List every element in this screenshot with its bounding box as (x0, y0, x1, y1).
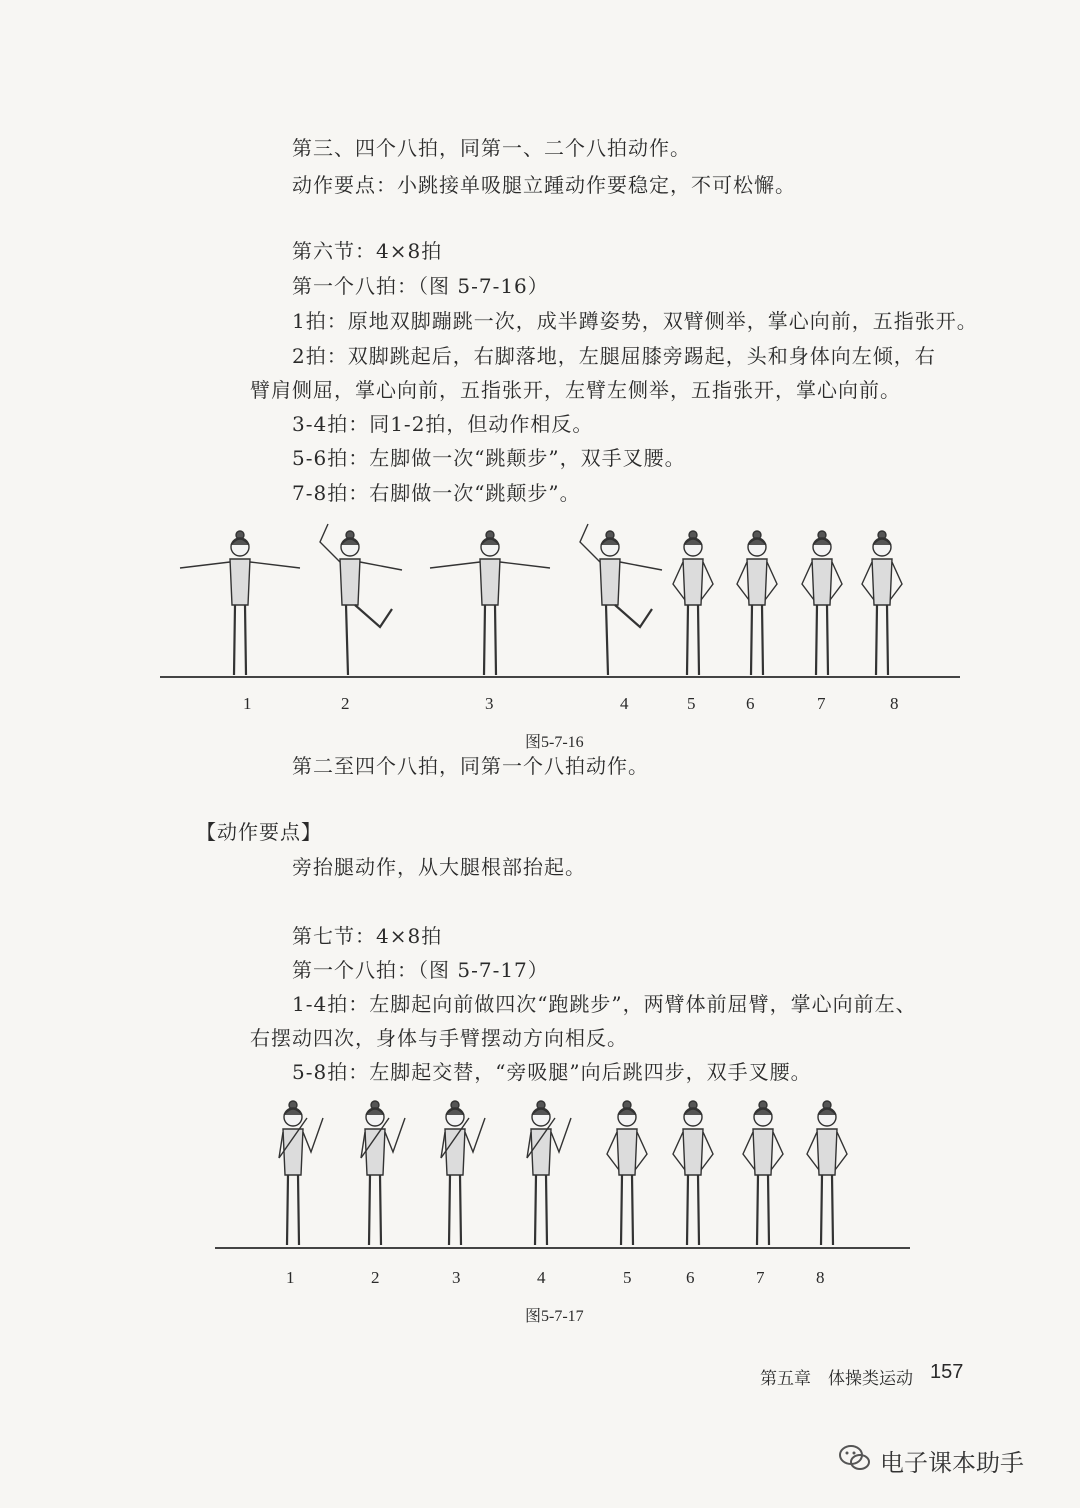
text-line: 1拍：原地双脚蹦跳一次，成半蹲姿势，双臂侧举，掌心向前，五指张开。 (292, 309, 978, 333)
gymnast-figure (743, 1101, 783, 1245)
figure-caption: 图5-7-17 (525, 1308, 584, 1325)
figure-number: 2 (371, 1268, 380, 1287)
gymnast-figure (527, 1101, 571, 1245)
figure-number: 3 (452, 1268, 461, 1287)
figure-number: 5 (687, 694, 696, 713)
text-line: 2拍：双脚跳起后，右脚落地，左腿屈膝旁踢起，头和身体向左倾，右 (292, 344, 936, 368)
figure-number: 4 (537, 1268, 546, 1287)
text-line: 5-6拍：左脚做一次“跳颠步”，双手叉腰。 (292, 446, 686, 470)
text-line: 臂肩侧屈，掌心向前，五指张开，左臂左侧举，五指张开，掌心向前。 (250, 378, 901, 402)
gymnast-figure (430, 531, 550, 675)
figure-5-7-17 (215, 1095, 910, 1255)
section-title: 第六节：4×8拍 (292, 239, 443, 263)
text-line: 第一个八拍：（图 5-7-16） (292, 274, 549, 298)
gymnast-figure (807, 1101, 847, 1245)
page-number: 157 (930, 1361, 964, 1383)
figure-number: 3 (485, 694, 494, 713)
gymnast-figure (673, 531, 713, 675)
text-line: 7-8拍：右脚做一次“跳颠步”。 (292, 481, 581, 505)
text-line: 5-8拍：左脚起交替，“旁吸腿”向后跳四步，双手叉腰。 (292, 1060, 812, 1084)
figure-number: 7 (756, 1268, 765, 1287)
gymnast-figure (180, 531, 300, 675)
gymnast-figure (279, 1101, 323, 1245)
figure-number: 4 (620, 694, 629, 713)
text-line: 旁抬腿动作，从大腿根部抬起。 (292, 855, 586, 879)
figure-number: 8 (890, 694, 899, 713)
gymnast-figure (607, 1101, 647, 1245)
text-line: 第二至四个八拍，同第一个八拍动作。 (292, 754, 649, 778)
figure-caption: 图5-7-16 (525, 734, 584, 751)
figure-number: 7 (817, 694, 826, 713)
figure-5-7-16 (160, 515, 960, 685)
text-line: 第一个八拍：（图 5-7-17） (292, 958, 549, 982)
gymnast-figure (673, 1101, 713, 1245)
figure-number: 1 (286, 1268, 295, 1287)
figure-number: 2 (341, 694, 350, 713)
figure-number: 5 (623, 1268, 632, 1287)
text-line: 第三、四个八拍，同第一、二个八拍动作。 (292, 136, 691, 160)
gymnast-figure (361, 1101, 405, 1245)
gymnast-figure (441, 1101, 485, 1245)
gymnast-figure (737, 531, 777, 675)
text-line: 动作要点：小跳接单吸腿立踵动作要稳定，不可松懈。 (292, 173, 796, 197)
gymnast-figure (580, 524, 662, 675)
watermark-text: 电子课本助手 (880, 1449, 1024, 1477)
gymnast-figure (320, 524, 402, 675)
gymnast-figure (802, 531, 842, 675)
gymnast-figure (862, 531, 902, 675)
wechat-icon (838, 1443, 872, 1473)
figure-number: 6 (746, 694, 755, 713)
figure-number: 8 (816, 1268, 825, 1287)
text-line: 右摆动四次，身体与手臂摆动方向相反。 (250, 1026, 628, 1050)
figure-number: 1 (243, 694, 252, 713)
section-title: 第七节：4×8拍 (292, 924, 443, 948)
keypoints-heading: 【动作要点】 (196, 820, 322, 844)
text-line: 1-4拍：左脚起向前做四次“跑跳步”，两臂体前屈臂，掌心向前左、 (292, 992, 917, 1016)
chapter-footer: 第五章 体操类运动 (760, 1369, 913, 1389)
figure-number: 6 (686, 1268, 695, 1287)
text-line: 3-4拍：同1-2拍，但动作相反。 (292, 412, 594, 436)
